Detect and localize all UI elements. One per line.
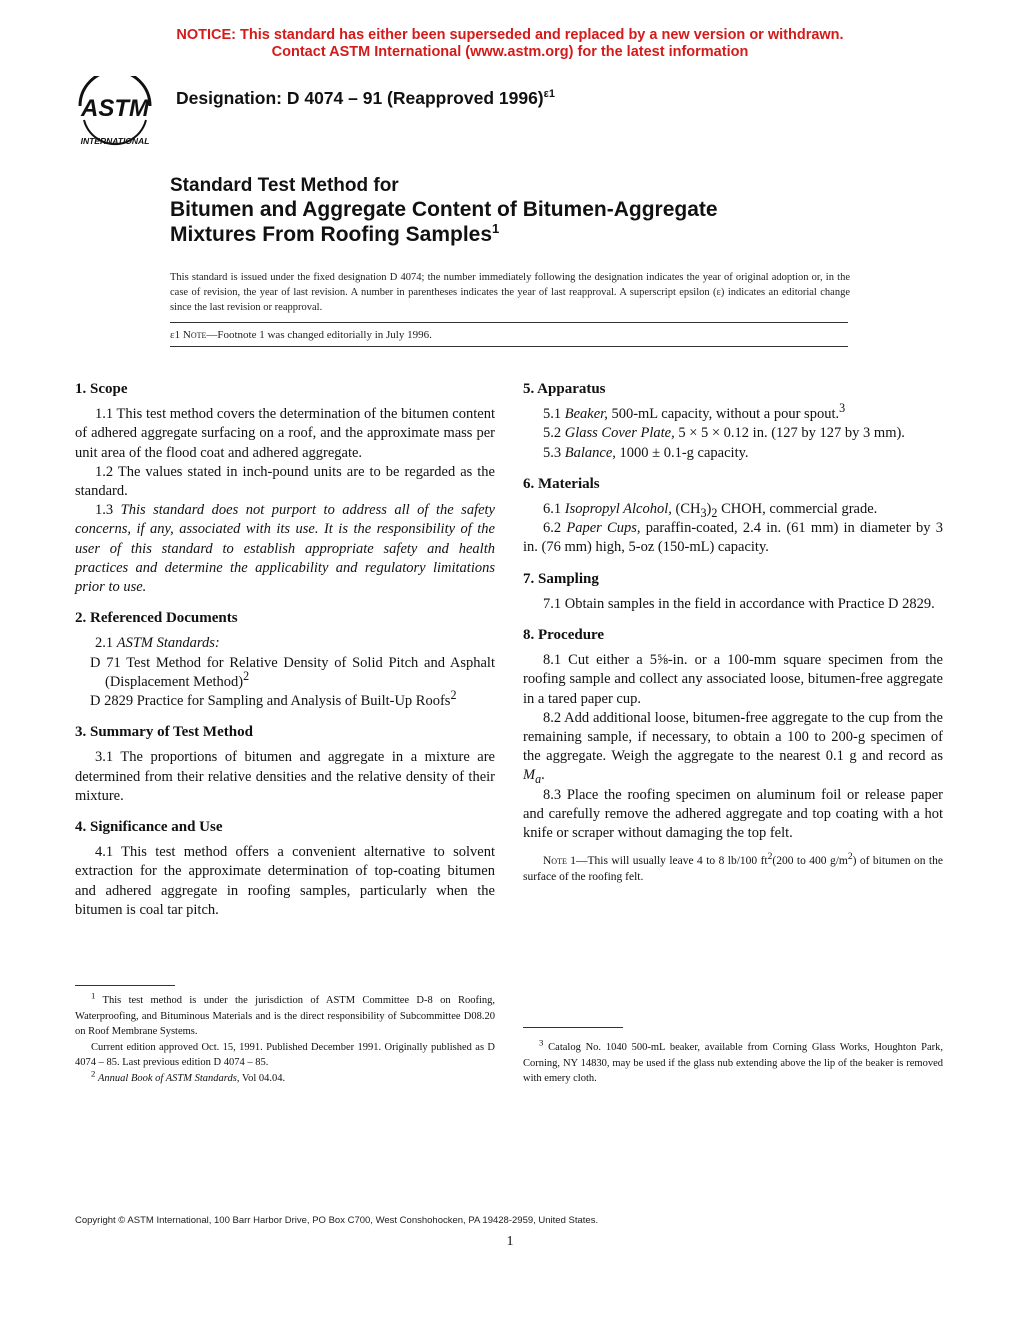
section-heading: 6. Materials: [523, 475, 600, 492]
reference-item: D 71 Test Method for Relative Density of Solid Pitch and Asphalt (Displacement Method)$^2$: [90, 654, 495, 690]
footnote: $^1$ This test method is under the jurisdiction of ASTM Committee D-8 on Roofing, Waterproofing, and Bituminous Materials and is the direct responsibility of Subcommittee D08.20 on Roof Membrane Systems.: [75, 990, 495, 1037]
logo-subtext: INTERNATIONAL: [80, 136, 150, 146]
title-footnote-mark: 1: [492, 221, 500, 236]
paragraph: 6.2 Paper Cups, paraffin-coated, 2.4 in. (61 mm) in diameter by 3 in. (76 mm) high, 5-oz (150-mL) capacity.: [523, 520, 943, 556]
paragraph: 1.3 This standard does not purport to address all of the safety concerns, if any, associated with its use. It is the responsibility of the user of this standard to establish appropriate safety and health practices and determine the applicability and regulatory limitations prior to use.: [75, 502, 495, 596]
paragraph: 5.3 Balance, 1000 ± 0.1-g capacity.: [543, 444, 749, 461]
logo-text: ASTM: [81, 95, 149, 122]
paragraph: 8.2 Add additional loose, bitumen-free aggregate to the cup from the remaining sample, if necessary, to obtain a 100 to 200-g specimen of the aggregate. Weigh the aggregate to the nearest 0.1 g and record as $M_a$.: [523, 709, 943, 787]
title-line-2: Bitumen and Aggregate Content of Bitumen-Aggregate: [170, 198, 718, 221]
epsilon-note: ε1 Note—Footnote 1 was changed editorially in July 1996.: [170, 329, 432, 341]
paragraph: 8.1 Cut either a 5⅝-in. or a 100-mm square specimen from the roofing sample and collect any associated loose, bitumen-free aggregate in a tared paper cup.: [523, 652, 943, 707]
footnote: Current edition approved Oct. 15, 1991. Published December 1991. Originally published as D 4074 – 85. Last previous edition D 4074 – 85.: [75, 1041, 495, 1068]
section-heading: 8. Procedure: [523, 627, 605, 644]
designation-text: Designation: D 4074 – 91 (Reapproved 1996): [176, 88, 544, 108]
footnote: $^3$ Catalog No. 1040 500-mL beaker, available from Corning Glass Works, Houghton Park, Corning, NY 14830, may be used if the glass nub extending above the lip of the beaker is removed with emery cloth.: [523, 1037, 943, 1084]
issued-statement: This standard is issued under the fixed designation D 4074; the number immediately following the designation indicates the year of original adoption or, in the case of revision, the year of last revision. A number in parentheses indicates the year of last reapproval. A superscript epsilon (ε) indicates an editorial change since the last revision or reapproval.: [170, 272, 850, 313]
page-number: 1: [506, 1234, 514, 1249]
divider-top: [170, 322, 848, 323]
reference-item: D 2829 Practice for Sampling and Analysis of Built-Up Roofs$^2$: [90, 688, 457, 710]
section-heading: 5. Apparatus: [523, 381, 606, 397]
paragraph: 1.1 This test method covers the determination of the bitumen content of adhered aggregate surfacing on a roof, and the approximate mass per unit area of the flood coat and adhered aggregate.: [75, 406, 495, 461]
section-heading: 1. Scope: [75, 381, 128, 397]
withdrawal-notice: [0, 27, 1020, 61]
paragraph: 5.1 Beaker, 500-mL capacity, without a pour spout.$^3$: [543, 401, 846, 423]
notice-line-2: Contact ASTM International (www.astm.org) for the latest information: [271, 44, 749, 60]
footnotes-right: [523, 1037, 943, 1087]
paragraph: 8.3 Place the roofing specimen on aluminum foil or release paper and carefully remove the adhered aggregate and top coating with a hot knife or scraper without damaging the top felt.: [523, 786, 943, 842]
paragraph: 7.1 Obtain samples in the field in accordance with Practice D 2829.: [543, 595, 935, 612]
paragraph: 5.2 Glass Cover Plate, 5 × 5 × 0.12 in. (127 by 127 by 3 mm).: [543, 425, 905, 442]
procedure-note: Note 1—This will usually leave 4 to 8 lb/100 $ft^2(200$ to 400 $g/m^2$) of bitumen on the surface of the roofing felt.: [523, 851, 943, 884]
section-heading: 7. Sampling: [523, 570, 599, 587]
document-title: [170, 175, 870, 247]
section-heading: 2. Referenced Documents: [75, 610, 238, 627]
right-column: [523, 380, 943, 885]
paragraph: 3.1 The proportions of bitumen and aggregate in a mixture are determined from their relative densities and the relative density of their mixture.: [75, 749, 495, 804]
designation-epsilon: ε1: [543, 88, 555, 101]
copyright: Copyright © ASTM International, 100 Barr Harbor Drive, PO Box C700, West Conshohocken, PA 19428-2959, United States.: [75, 1215, 599, 1226]
footnote: $^2$ Annual Book of ASTM Standards, Vol 04.04.: [91, 1068, 286, 1084]
section-heading: 3. Summary of Test Method: [75, 724, 253, 741]
paragraph: 2.1 ASTM Standards:: [95, 635, 220, 652]
section-heading: 4. Significance and Use: [75, 819, 223, 836]
footnote-rule-left: [75, 985, 175, 986]
paragraph: 6.1 Isopropyl Alcohol, $(CH_3)_2$ CHOH, commercial grade.: [543, 501, 878, 520]
paragraph: 4.1 This test method offers a convenient alternative to solvent extraction for the approximate determination of top-coating bitumen and adhered aggregate in roofing samples, particularly when the bitumen is coal tar pitch.: [75, 844, 495, 918]
astm-logo-icon: [70, 76, 160, 148]
paragraph: 1.2 The values stated in inch-pound units are to be regarded as the standard.: [75, 463, 495, 500]
notice-line-1: NOTICE: This standard has either been superseded and replaced by a new version or withdrawn.: [176, 27, 844, 43]
footnote-rule-right: [523, 1027, 623, 1028]
divider-bottom: [170, 346, 848, 347]
title-line-3: Mixtures From Roofing Samples$^1$: [170, 221, 500, 246]
designation: [176, 88, 555, 109]
footnotes-left: [75, 990, 495, 1086]
title-line-1: Standard Test Method for: [170, 175, 399, 196]
left-column: [75, 380, 495, 920]
